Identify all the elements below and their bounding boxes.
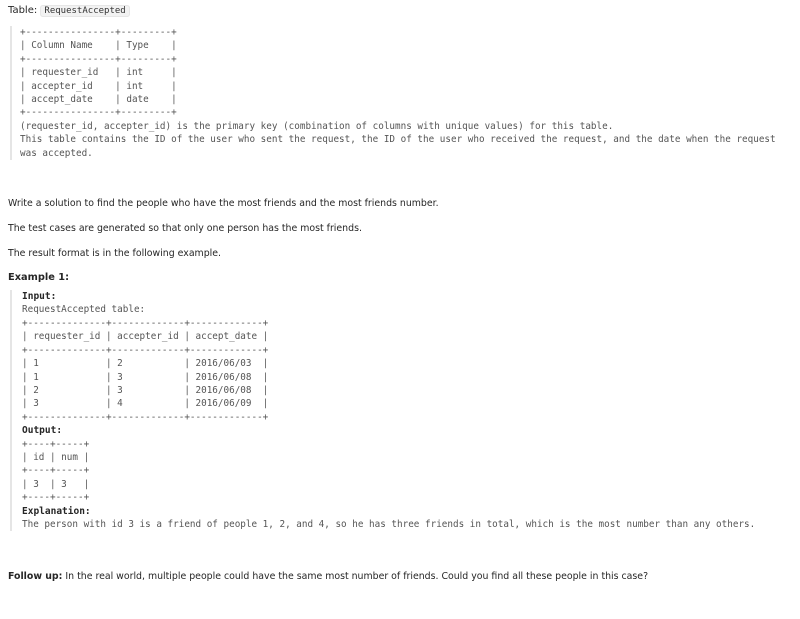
schema-ascii-table: +----------------+---------+ | Column Name | Type | +----------------+---------+ | requester_id | int | | accepter_id | int | | accept_date | date | +----------------+---------+ (20, 27, 177, 119)
schema-description: (requester_id, accepter_id) is the primary key (combination of columns with unique values) for this table. This table contains the ID of the user who sent the request, the ID of the user who received the request, and the date when the request was accepted. (20, 120, 776, 159)
problem-statement: Write a solution to find the people who have the most friends and the most friends number. (8, 198, 439, 210)
output-label: Output: (22, 425, 63, 437)
schema-code-block (10, 26, 792, 160)
explanation-label: Explanation: (22, 505, 91, 517)
example-title: Example 1: (8, 272, 69, 284)
output-table: +----+-----+ | id | num | +----+-----+ | 3 | 3 | +----+-----+ (22, 438, 90, 504)
follow-up (8, 570, 792, 583)
table-name-code: RequestAccepted (40, 5, 129, 17)
explanation-text: The person with id 3 is a friend of people 1, 2, and 4, so he has three friends in total, which is the most number than any others. (22, 518, 756, 530)
table-label-prefix: Table: (8, 5, 41, 16)
result-format-note: The result format is in the following example. (8, 248, 221, 260)
table-label (8, 4, 792, 18)
problem-constraint: The test cases are generated so that only one person has the most friends. (8, 223, 362, 235)
input-label: Input: (22, 291, 57, 303)
follow-up-text: In the real world, multiple people could have the same most number of friends. Could you find all these people in this case? (62, 571, 649, 583)
example-code-block (10, 290, 792, 531)
follow-up-label: Follow up: (8, 571, 63, 583)
problem-content (8, 4, 792, 583)
input-table: RequestAccepted table: +--------------+-------------+-------------+ | requester_id | accepter_id | accept_date | +--------------+-------------+-------------+ | 1 | 2 | 2016/06/03 | | 1 | 3 | 2016/06/08 | | 2 | 3 | 2016/06/08 | | 3 | 4 | 2016/06/09 | +--------------+-------------+-------------+ (22, 304, 269, 423)
